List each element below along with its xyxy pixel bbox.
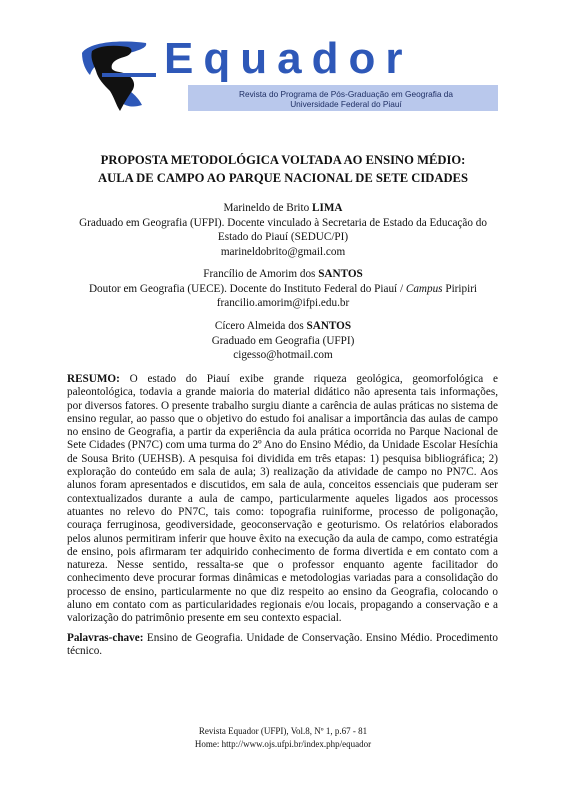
author-3-surname: SANTOS [306,320,352,332]
footer-citation: Revista Equador (UFPI), Vol.8, Nº 1, p.67 - 81 [198,726,368,736]
journal-subtitle [196,89,496,109]
abstract-label: RESUMO: [67,373,120,385]
author-1-affiliation-line2: Estado do Piauí (SEDUC/PI) [217,231,349,243]
keywords-text: Ensino de Geografia. Unidade de Conservação. Ensino Médio. Procedimento técnico. [67,632,498,658]
author-3-email[interactable]: cigesso@hotmail.com [233,349,333,361]
author-3-affiliation-line1: Graduado em Geografia (UFPI) [211,334,355,347]
author-2-affil-italic: Campus [405,282,443,295]
author-3-name [40,319,526,334]
author-2 [40,267,526,311]
author-2-affiliation [40,282,526,297]
author-2-email[interactable]: francilio.amorim@ifpi.edu.br [216,297,350,309]
author-1 [40,201,526,259]
abstract [67,373,498,626]
title-line1: PROPOSTA METODOLÓGICA VOLTADA AO ENSINO MÉDIO: [100,153,466,167]
title-line2: AULA DE CAMPO AO PARQUE NACIONAL DE SETE CIDADES [98,171,468,185]
paper-title [40,151,526,187]
journal-header [76,35,508,115]
author-1-surname: LIMA [312,202,343,214]
abstract-text: O estado do Piauí exibe grande riqueza geológica, geomorfológica e paleontológica, todavia a grande maioria do material didático não apresenta tais informações, por diversos fatores. O presente trabalho surgiu diante a carência de aulas práticas no sistema de ensino regular, ao passo que o objetivo do estudo foi analisar a importância das aulas de campo no ensino de Geografia, a partir da experiência da aula prática ocorrida no Parque Nacional de Sete Cidades (PN7C) com uma turma do 2º Ano do Ensino Médio, da Unidade Escolar Hesíchia de Sousa Brito (UEHSB). A pesquisa foi dividida em três etapas: 1) pesquisa bibliográfica; 2) exploração do conteúdo em sala de aula; 3) realização da atividade de campo no PN7C. Aos alunos foram apresentados e discutidos, em sala de aula, conceitos essenciais que puderam ser contextualizados durante a aula de campo, particularmente aqueles ligados aos processos atuantes no relevo do PN7C, tais como: topografia ruiniforme, processo de poligonação, couraça ferruginosa, geodiversidade, geoconservação e geoturismo. Os relatórios elaborados pelos alunos permitiram inferir que houve êxito na execução da aula de campo, como estratégia de ensino, pois afirmaram ter adquirido conhecimento de forma divertida e em contato com a natureza. Nesse sentido, ressalta-se que o professor enquanto agente facilitador do conhecimento deve procurar formas dinâmicas e metodologias variadas para a consolidação do processo de ensino, particularmente no que diz respeito ao ensino da Geografia, colocando o aluno em contato com as particularidades regionais e/ou locais, propagando a conservação e a valorização do patrimônio presente em seu contexto espacial. [67,373,498,625]
author-2-affil-pre: Doutor em Geografia (UECE). Docente do Instituto Federal do Piauí / [88,282,406,295]
author-1-affiliation-line1: Graduado em Geografia (UFPI). Docente vinculado à Secretaria de Estado da Educação do [79,216,487,229]
author-2-name [40,267,526,282]
journal-logo-text: Equador [164,34,413,83]
journal-subtitle-line1: Revista do Programa de Pós-Graduação em Geografia da [239,89,453,99]
footer-homepage-link[interactable]: Home: http://www.ojs.ufpi.br/index.php/equador [194,738,372,749]
author-2-affil-post: Piripiri [442,282,478,295]
author-2-surname: SANTOS [318,268,363,280]
author-3-given: Cícero Almeida dos [214,320,307,332]
author-3 [40,319,526,363]
author-1-email[interactable]: marineldobrito@gmail.com [220,245,346,258]
keywords [67,632,498,659]
page-footer [40,725,526,750]
journal-subtitle-line2: Universidade Federal do Piauí [290,99,402,109]
author-1-name [40,201,526,216]
author-1-given: Marineldo de Brito [223,202,313,214]
author-2-given: Francílio de Amorim dos [203,268,319,280]
keywords-label: Palavras-chave: [67,632,144,644]
